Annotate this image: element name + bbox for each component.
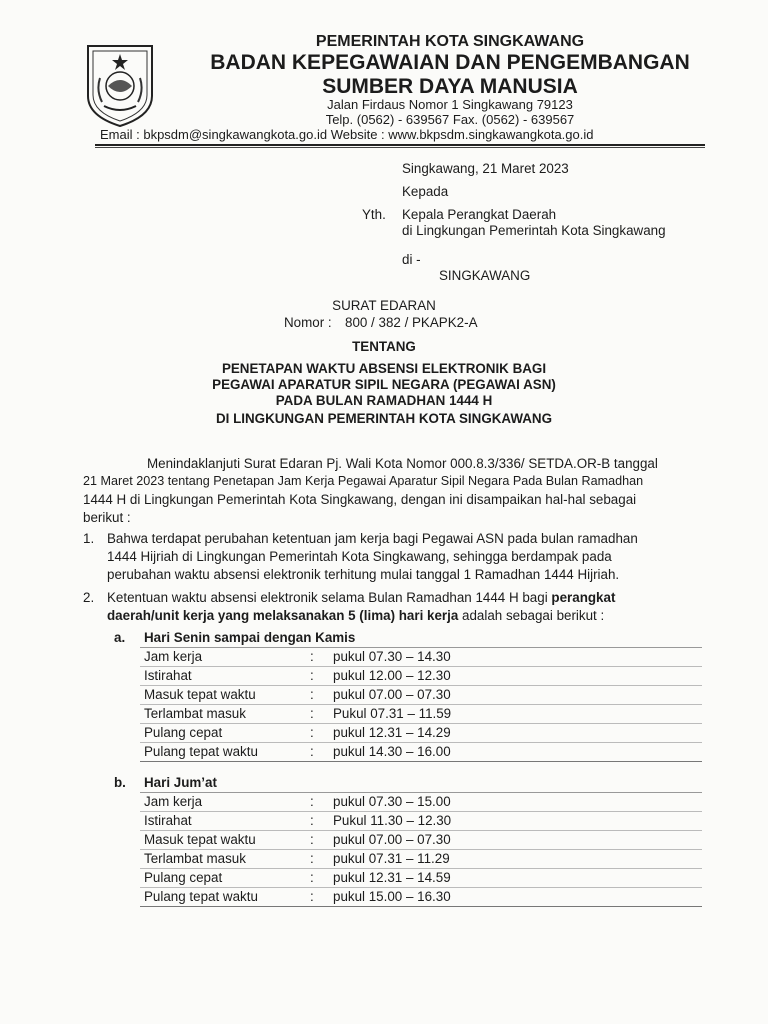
schedule-a-table xyxy=(140,629,702,762)
recipient-line1: Kepala Perangkat Daerah xyxy=(402,207,557,222)
header-divider-thin xyxy=(95,147,705,148)
item2-line2: daerah/unit kerja yang melaksanakan 5 (lima) hari kerja adalah sebagai berikut : xyxy=(107,608,605,623)
agency-name-line1: BADAN KEPEGAWAIAN DAN PENGEMBANGAN xyxy=(210,51,690,74)
city-emblem-logo xyxy=(80,38,160,128)
item2-number: 2. xyxy=(83,590,95,605)
table-row: Terlambat masuk : pukul 07.31 – 11.29 xyxy=(140,850,702,869)
intro-line3: 1444 H di Lingkungan Pemerintah Kota Singkawang, dengan ini disampaikan hal-hal sebagai xyxy=(83,492,637,507)
yth-label: Yth. xyxy=(362,207,386,222)
government-name: PEMERINTAH KOTA SINGKAWANG xyxy=(315,33,585,50)
address: Jalan Firdaus Nomor 1 Singkawang 79123 xyxy=(327,97,573,112)
letter-date: Singkawang, 21 Maret 2023 xyxy=(402,161,569,176)
intro-line4: berikut : xyxy=(83,510,131,525)
number-label: Nomor : xyxy=(284,315,332,330)
schedule-b-letter: b. xyxy=(114,775,126,790)
item1-line2: 1444 Hijriah di Lingkungan Pemerintah Kota Singkawang, sehingga berdampak pada xyxy=(107,549,612,564)
table-row: Pulang cepat : pukul 12.31 – 14.29 xyxy=(140,724,702,743)
email-website: Email : bkpsdm@singkawangkota.go.id Website : www.bkpsdm.singkawangkota.go.id xyxy=(100,127,594,142)
item1-number: 1. xyxy=(83,531,95,546)
table-row: Jam kerja : pukul 07.30 – 15.00 xyxy=(140,793,702,812)
agency-name-line2: SUMBER DAYA MANUSIA xyxy=(322,75,578,98)
header-divider xyxy=(95,144,705,146)
table-row: Pulang tepat waktu : pukul 14.30 – 16.00 xyxy=(140,743,702,762)
subject-line2: PEGAWAI APARATUR SIPIL NEGARA (PEGAWAI ASN) xyxy=(212,377,556,392)
table-row: Terlambat masuk : Pukul 07.31 – 11.59 xyxy=(140,705,702,724)
intro-line1: Menindaklanjuti Surat Edaran Pj. Wali Kota Nomor 000.8.3/336/ SETDA.OR-B tanggal xyxy=(147,456,658,471)
table-row: Jam kerja : pukul 07.30 – 14.30 xyxy=(140,648,702,667)
item1-line3: perubahan waktu absensi elektronik terhitung mulai tanggal 1 Ramadhan 1444 Hijriah. xyxy=(107,567,620,582)
schedule-b-title: Hari Jum’at xyxy=(140,774,702,793)
table-row: Masuk tepat waktu : pukul 07.00 – 07.30 xyxy=(140,831,702,850)
about-heading: TENTANG xyxy=(352,339,416,354)
letter-number: 800 / 382 / PKAPK2-A xyxy=(345,315,478,330)
table-row: Pulang cepat : pukul 12.31 – 14.59 xyxy=(140,869,702,888)
subject-line1: PENETAPAN WAKTU ABSENSI ELEKTRONIK BAGI xyxy=(221,361,547,376)
table-row: Masuk tepat waktu : pukul 07.00 – 07.30 xyxy=(140,686,702,705)
intro-line2: 21 Maret 2023 tentang Penetapan Jam Kerja Pegawai Aparatur Sipil Negara Pada Bulan Ramadhan xyxy=(83,474,644,488)
subject-line3: PADA BULAN RAMADHAN 1444 H xyxy=(275,393,493,408)
di-label: di - xyxy=(402,252,421,267)
to-label: Kepada xyxy=(402,184,449,199)
schedule-b-table xyxy=(140,774,702,907)
item2-line1: Ketentuan waktu absensi elektronik selama Bulan Ramadhan 1444 H bagi perangkat xyxy=(107,590,616,605)
subject-line4: DI LINGKUNGAN PEMERINTAH KOTA SINGKAWANG xyxy=(216,411,552,426)
letter-type: SURAT EDARAN xyxy=(332,298,436,313)
schedule-a-title: Hari Senin sampai dengan Kamis xyxy=(140,629,702,648)
phone-fax: Telp. (0562) - 639567 Fax. (0562) - 639567 xyxy=(325,112,575,127)
table-row: Istirahat : Pukul 11.30 – 12.30 xyxy=(140,812,702,831)
table-row: Istirahat : pukul 12.00 – 12.30 xyxy=(140,667,702,686)
table-row: Pulang tepat waktu : pukul 15.00 – 16.30 xyxy=(140,888,702,907)
recipient-line2: di Lingkungan Pemerintah Kota Singkawang xyxy=(402,223,666,238)
schedule-a-letter: a. xyxy=(114,630,126,645)
recipient-city: SINGKAWANG xyxy=(439,268,531,283)
item1-line1: Bahwa terdapat perubahan ketentuan jam kerja bagi Pegawai ASN pada bulan ramadhan xyxy=(107,531,638,546)
